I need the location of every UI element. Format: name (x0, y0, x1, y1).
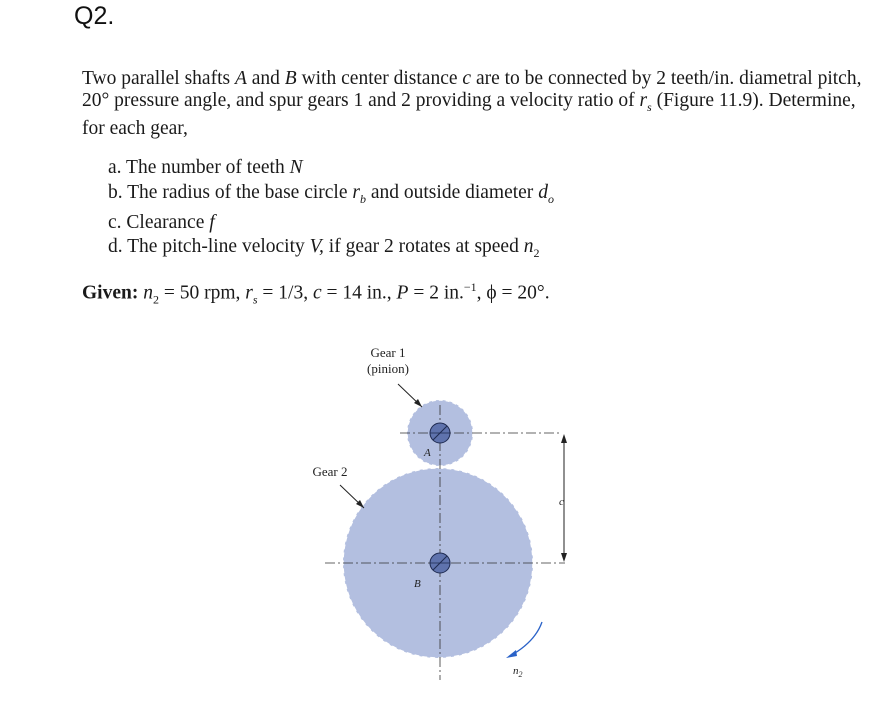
given-n-sub: 2 (152, 292, 159, 307)
given-r-value: = 1/3, (262, 282, 309, 304)
rotation-arrowhead (506, 650, 517, 658)
problem-text: and (251, 68, 280, 89)
var-V: V, (309, 236, 324, 258)
given-r-sub: s (252, 292, 258, 307)
given-c-value: = 14 in., (326, 282, 392, 304)
speed-label: $n_2$ (513, 665, 523, 679)
var-do-sub: o (547, 191, 554, 206)
given-c: c (312, 282, 322, 304)
var-n2: n (523, 236, 534, 258)
part-c-text: c. Clearance (108, 211, 205, 233)
part-d-text: d. The pitch-line velocity (108, 236, 305, 258)
var-N: N (289, 157, 303, 178)
given-label: Given: (82, 282, 139, 304)
given-r: r (245, 282, 253, 304)
problem-text: (Figure 11.9). Determine, for each gear, (82, 90, 856, 139)
dimension-c-arrow-bottom (561, 553, 567, 562)
var-A: A (234, 68, 247, 89)
shaft-b-label: B (414, 578, 421, 590)
problem-text: with center distance (301, 68, 458, 89)
given-n-value: = 50 rpm, (163, 282, 241, 304)
var-rs-sub: s (647, 99, 652, 114)
given-P: P (396, 282, 409, 304)
part-d-text-2: if gear 2 rotates at speed (328, 236, 519, 258)
problem-text: Two parallel shafts (82, 68, 231, 89)
rotation-arrow (510, 622, 542, 656)
dimension-c-label: c (559, 496, 564, 508)
given-n: n (143, 282, 153, 304)
problem-text: are to be connected by 2 teeth/in. (475, 68, 735, 89)
var-rb: r (352, 181, 360, 203)
part-b-text-2: and outside diameter (370, 181, 534, 203)
var-rs: r (639, 90, 648, 111)
given-P-exp: −1 (463, 280, 477, 294)
problem-text: diametral pitch, 20° pressure angle, and spur gears 1 and 2 providing a velocity ratio of (82, 68, 862, 111)
part-b-text: b. The radius of the base circle (108, 181, 348, 203)
var-c: c (462, 68, 472, 89)
gear-1-label: Gear 1 (370, 345, 406, 360)
var-n2-sub: 2 (533, 246, 540, 261)
question-number: Q2. (74, 2, 115, 30)
dimension-c-arrow-top (561, 434, 567, 443)
var-rb-sub: b (359, 191, 366, 206)
var-do: d (538, 181, 548, 203)
shaft-a-label: A (424, 447, 431, 459)
given-phi: , ϕ = 20°. (476, 282, 550, 304)
var-B: B (284, 68, 297, 89)
var-f: f (209, 211, 215, 233)
part-a-text: a. The number of teeth (108, 157, 285, 178)
given-P-value: = 2 in. (413, 282, 464, 304)
gear-2-label: Gear 2 (312, 464, 348, 479)
gear-1-sublabel: (pinion) (367, 361, 409, 376)
